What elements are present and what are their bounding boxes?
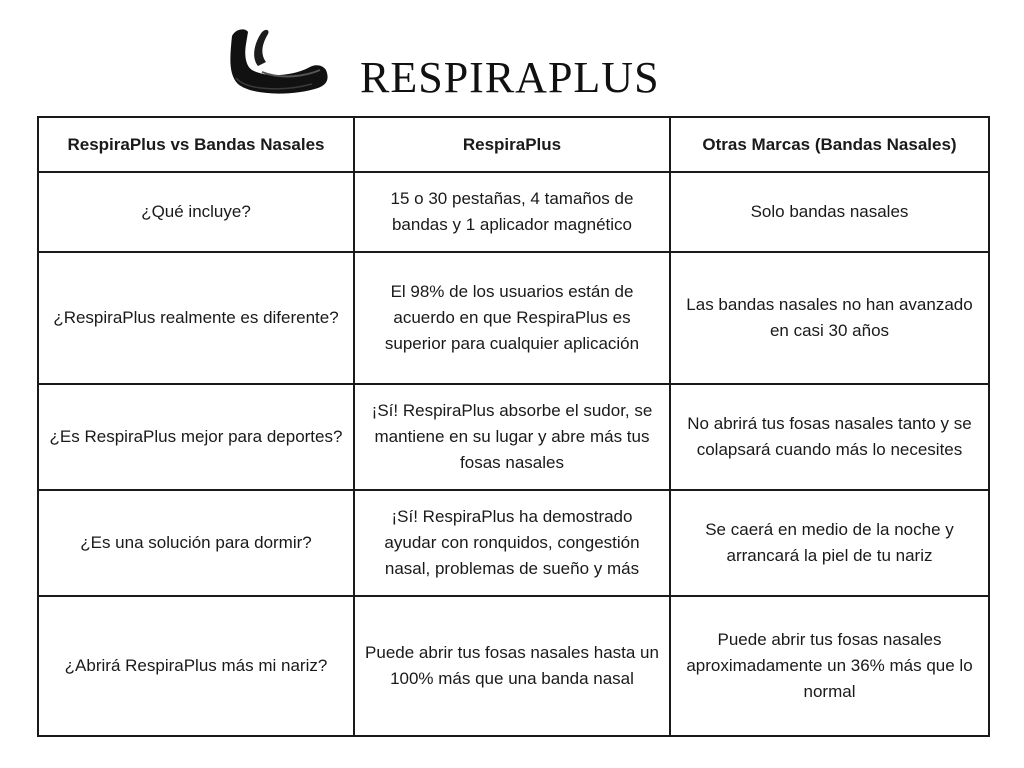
table-row [38, 596, 989, 736]
question-cell: ¿Abrirá RespiraPlus más mi nariz? [38, 596, 354, 736]
comparison-table [37, 116, 990, 737]
respiraplus-cell: ¡Sí! RespiraPlus ha demostrado ayudar con ronquidos, congestión nasal, problemas de sueño y más [354, 490, 670, 596]
table-header-row [38, 117, 989, 172]
column-header: RespiraPlus [354, 117, 670, 172]
respiraplus-cell: El 98% de los usuarios están de acuerdo en que RespiraPlus es superior para cualquier aplicación [354, 252, 670, 384]
others-cell: No abrirá tus fosas nasales tanto y se colapsará cuando más lo necesites [670, 384, 989, 490]
table-row [38, 384, 989, 490]
question-cell: ¿Qué incluye? [38, 172, 354, 252]
question-cell: ¿Es RespiraPlus mejor para deportes? [38, 384, 354, 490]
others-cell: Solo bandas nasales [670, 172, 989, 252]
table-row [38, 172, 989, 252]
table-row [38, 490, 989, 596]
header [0, 0, 1024, 116]
respiraplus-cell: Puede abrir tus fosas nasales hasta un 100% más que una banda nasal [354, 596, 670, 736]
question-cell: ¿Es una solución para dormir? [38, 490, 354, 596]
respiraplus-cell: ¡Sí! RespiraPlus absorbe el sudor, se mantiene en su lugar y abre más tus fosas nasales [354, 384, 670, 490]
column-header: RespiraPlus vs Bandas Nasales [38, 117, 354, 172]
respiraplus-cell: 15 o 30 pestañas, 4 tamaños de bandas y 1 aplicador magnético [354, 172, 670, 252]
question-cell: ¿RespiraPlus realmente es diferente? [38, 252, 354, 384]
table-row [38, 252, 989, 384]
others-cell: Se caerá en medio de la noche y arrancará la piel de tu nariz [670, 490, 989, 596]
others-cell: Puede abrir tus fosas nasales aproximadamente un 36% más que lo normal [670, 596, 989, 736]
others-cell: Las bandas nasales no han avanzado en casi 30 años [670, 252, 989, 384]
column-header: Otras Marcas (Bandas Nasales) [670, 117, 989, 172]
nasal-dilator-icon [222, 26, 334, 102]
brand-title: RESPIRAPLUS [360, 53, 660, 102]
